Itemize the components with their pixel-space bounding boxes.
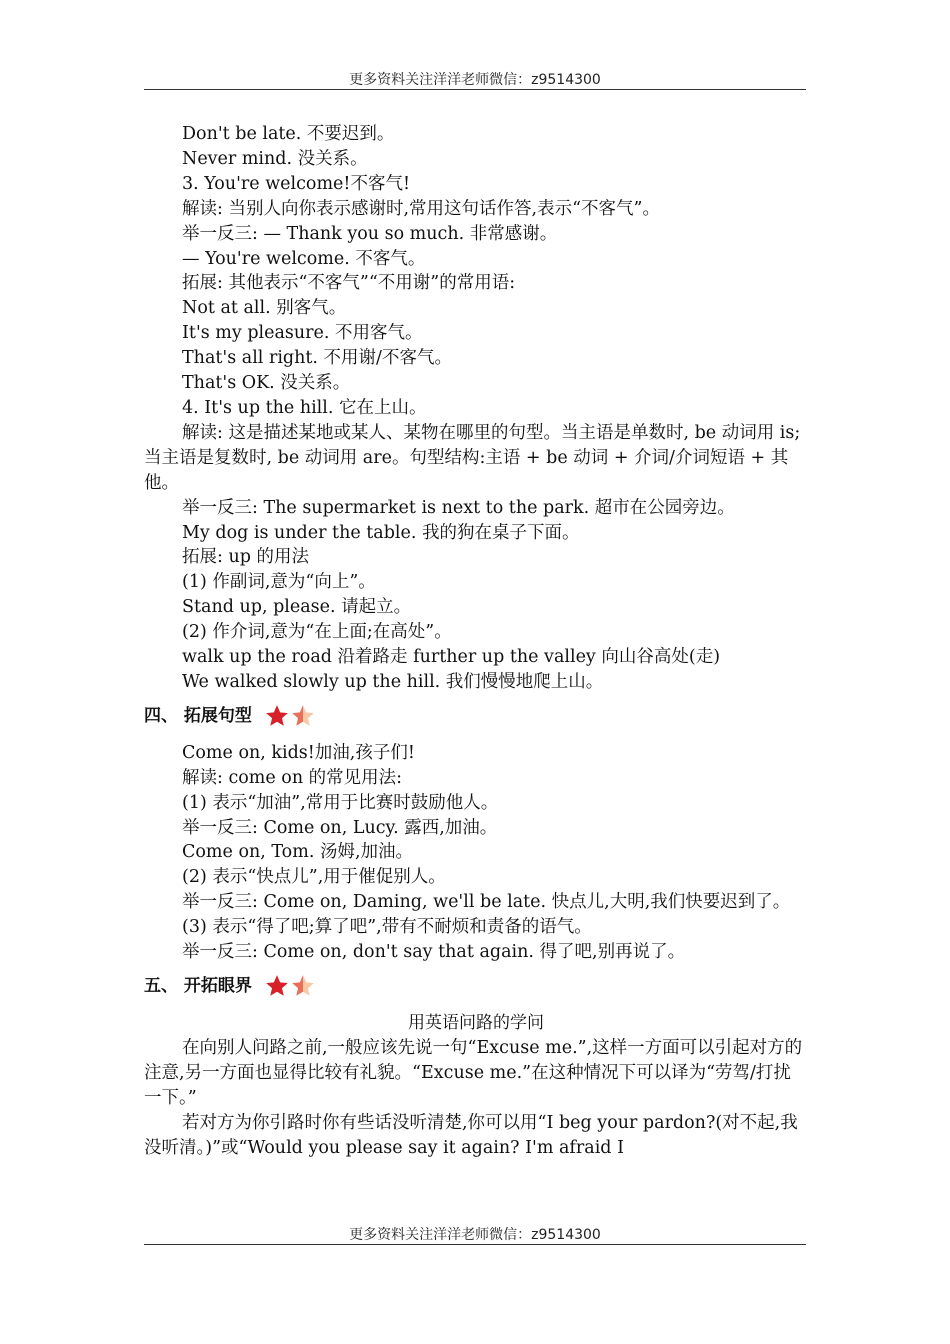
text-line: That's all right. 不用谢/不客气。 bbox=[182, 348, 452, 369]
text-line: 举一反三: — Thank you so much. 非常感谢。 bbox=[182, 223, 558, 244]
text-line: (1) 作副词,意为“向上”。 bbox=[182, 572, 376, 593]
section-title: 五、 开拓眼界 bbox=[144, 976, 252, 996]
rating-stars bbox=[264, 973, 316, 999]
paragraph-example: 举一反三: Come on, Daming, we'll be late. 快点儿,大明,我们快要迟到了。 bbox=[182, 892, 791, 913]
text-line: That's OK. 没关系。 bbox=[182, 373, 351, 394]
article-title: 用英语问路的学问 bbox=[408, 1013, 544, 1033]
text-line: (3) 表示“得了吧;算了吧”,带有不耐烦和责备的语气。 bbox=[182, 917, 592, 938]
text-line: Never mind. 没关系。 bbox=[182, 148, 368, 169]
text-line: We walked slowly up the hill. 我们慢慢地爬上山。 bbox=[182, 671, 604, 692]
line-group-3 bbox=[144, 741, 808, 890]
section-heading-4 bbox=[144, 699, 808, 733]
article-paragraph: 在向别人问路之前,一般应该先说一句“Excuse me.”,这样一方面可以引起对方的注意,另一方面也显得比较有礼貌。“Excuse me.”在这种情况下可以译为“劳驾/打扰一下。” bbox=[144, 1037, 803, 1108]
star-half-icon bbox=[290, 973, 316, 999]
star-full-icon bbox=[264, 973, 290, 999]
line-group-2 bbox=[144, 496, 808, 695]
article-paragraph: 若对方为你引路时你有些话没听清楚,你可以用“I beg your pardon?(对不起,我没听清。)”或“Would you please say it again? I'm afraid I bbox=[144, 1112, 798, 1158]
text-line: (1) 表示“加油”,常用于比赛时鼓励他人。 bbox=[182, 792, 499, 813]
star-full-icon bbox=[264, 703, 290, 729]
text-line: Don't be late. 不要迟到。 bbox=[182, 124, 395, 144]
text-line: Not at all. 别客气。 bbox=[182, 298, 347, 319]
text-line: Stand up, please. 请起立。 bbox=[182, 597, 412, 618]
paragraph-explanation: 解读: 这是描述某地或某人、某物在哪里的句型。当主语是单数时, be 动词用 is;当主语是复数时, be 动词用 are。句型结构:主语 + be 动词 + 介词/介词短语 + 其他。 bbox=[144, 422, 801, 493]
text-line: 举一反三: Come on, don't say that again. 得了吧,别再说了。 bbox=[182, 942, 686, 963]
line-group-4 bbox=[144, 915, 808, 965]
text-line: My dog is under the table. 我的狗在桌子下面。 bbox=[182, 522, 580, 543]
line-group-1 bbox=[144, 122, 808, 421]
star-half-icon bbox=[290, 703, 316, 729]
rating-stars bbox=[264, 703, 316, 729]
text-line: 4. It's up the hill. 它在上山。 bbox=[182, 397, 427, 418]
text-line: (2) 表示“快点儿”,用于催促别人。 bbox=[182, 867, 446, 888]
text-line: It's my pleasure. 不用客气。 bbox=[182, 323, 423, 344]
text-line: Come on, Tom. 汤姆,加油。 bbox=[182, 842, 414, 863]
text-line: 举一反三: The supermarket is next to the park. 超市在公园旁边。 bbox=[182, 497, 735, 518]
section-title: 四、 拓展句型 bbox=[144, 705, 252, 726]
text-line: 举一反三: Come on, Lucy. 露西,加油。 bbox=[182, 817, 498, 838]
text-line: 解读: come on 的常见用法: bbox=[182, 767, 403, 788]
section-heading-5 bbox=[144, 969, 808, 1003]
text-line: walk up the road 沿着路走 further up the valley 向山谷高处(走) bbox=[182, 647, 721, 668]
text-line: 拓展: up 的用法 bbox=[182, 547, 309, 568]
page-footer: 更多资料关注洋洋老师微信：z9514300 bbox=[144, 1224, 806, 1245]
document-body bbox=[144, 122, 808, 1160]
text-line: — You're welcome. 不客气。 bbox=[182, 248, 426, 269]
text-line: 3. You're welcome!不客气! bbox=[182, 173, 410, 194]
text-line: Come on, kids!加油,孩子们! bbox=[182, 742, 415, 763]
text-line: (2) 作介词,意为“在上面;在高处”。 bbox=[182, 622, 452, 643]
text-line: 解读: 当别人向你表示感谢时,常用这句话作答,表示“不客气”。 bbox=[182, 198, 660, 219]
text-line: 拓展: 其他表示“不客气”“不用谢”的常用语: bbox=[182, 273, 516, 294]
page-header: 更多资料关注洋洋老师微信：z9514300 bbox=[144, 69, 806, 90]
